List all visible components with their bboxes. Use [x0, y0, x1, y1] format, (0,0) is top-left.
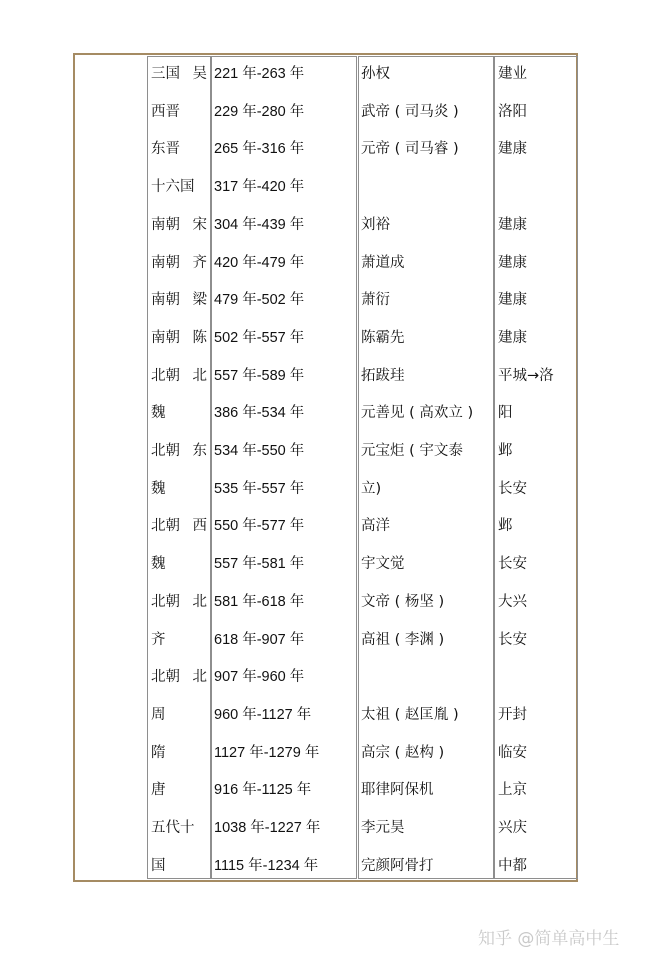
years-cell: 420 年-479 年	[214, 254, 305, 271]
years-cell: 502 年-557 年	[214, 329, 305, 346]
dynasty-cell	[151, 56, 209, 93]
table-row	[75, 282, 580, 319]
table-row	[75, 810, 580, 847]
dynasty-name: 周	[151, 706, 166, 723]
capital-cell: 兴庆	[498, 820, 527, 836]
dynasty-suffix: 梁	[192, 292, 207, 309]
dynasty-name: 三国	[151, 66, 180, 82]
dynasty-name: 十六国	[151, 179, 195, 196]
dynasty-name: 魏	[151, 405, 166, 422]
years-cell: 550 年-577 年	[214, 518, 305, 535]
dynasty-cell	[151, 245, 209, 282]
table-row	[75, 358, 580, 395]
dynasty-name: 东晋	[151, 141, 180, 158]
watermark: 知乎 @简单高中生	[478, 929, 620, 949]
dynasty-suffix: 北	[192, 669, 207, 686]
capital-cell: 长安	[498, 631, 527, 648]
capital-cell: 建业	[498, 66, 527, 82]
table-frame	[73, 53, 578, 882]
capital-cell: 阳	[498, 405, 513, 422]
dynasty-suffix: 宋	[192, 216, 207, 233]
years-cell: 907 年-960 年	[214, 669, 305, 686]
ruler-cell: 萧道成	[361, 254, 405, 271]
dynasty-name: 北朝	[151, 669, 180, 686]
dynasty-cell	[151, 131, 209, 168]
years-cell: 386 年-534 年	[214, 405, 305, 422]
capital-cell: 邺	[498, 518, 513, 535]
dynasty-name: 南朝	[151, 292, 180, 309]
table-row	[75, 735, 580, 772]
table-row	[75, 546, 580, 583]
dynasty-suffix: 齐	[192, 254, 207, 271]
years-cell: 557 年-589 年	[214, 367, 305, 384]
dynasty-cell	[151, 772, 209, 809]
ruler-cell: 高宗 ( 赵构 )	[361, 744, 445, 761]
dynasty-suffix: 北	[192, 367, 207, 384]
dynasty-suffix: 陈	[192, 329, 207, 346]
years-cell: 581 年-618 年	[214, 593, 305, 610]
capital-cell: 平城→洛	[498, 367, 554, 384]
dynasty-cell	[151, 735, 209, 772]
years-cell: 618 年-907 年	[214, 631, 305, 648]
ruler-cell: 高洋	[361, 518, 390, 535]
dynasty-suffix: 北	[192, 593, 207, 610]
capital-cell: 建康	[498, 141, 527, 158]
years-cell: 479 年-502 年	[214, 292, 305, 309]
capital-cell: 建康	[498, 254, 527, 271]
capital-cell: 开封	[498, 706, 527, 723]
capital-cell: 建康	[498, 292, 527, 309]
years-cell: 1038 年-1227 年	[214, 820, 321, 836]
years-cell: 960 年-1127 年	[214, 706, 312, 723]
ruler-cell: 完颜阿骨打	[361, 857, 434, 874]
capital-cell: 建康	[498, 216, 527, 233]
dynasty-suffix: 西	[192, 518, 207, 535]
years-cell: 534 年-550 年	[214, 443, 305, 459]
dynasty-name: 南朝	[151, 329, 180, 346]
years-cell: 535 年-557 年	[214, 480, 305, 497]
table-row	[75, 395, 580, 432]
capital-cell: 洛阳	[498, 103, 527, 120]
capital-cell: 长安	[498, 556, 527, 573]
years-cell: 229 年-280 年	[214, 103, 305, 120]
dynasty-name: 南朝	[151, 254, 180, 271]
years-cell: 1127 年-1279 年	[214, 744, 320, 761]
ruler-cell: 立)	[361, 480, 382, 497]
dynasty-cell	[151, 395, 209, 432]
ruler-cell: 太祖 ( 赵匡胤 )	[361, 706, 459, 723]
capital-cell: 建康	[498, 329, 527, 346]
ruler-cell: 武帝 ( 司马炎 )	[361, 103, 459, 120]
dynasty-cell	[151, 282, 209, 319]
table-row	[75, 245, 580, 282]
capital-cell: 中都	[498, 857, 527, 874]
years-cell: 304 年-439 年	[214, 216, 305, 233]
dynasty-cell	[151, 659, 209, 696]
ruler-cell: 拓跋珪	[361, 367, 405, 384]
ruler-cell: 孙权	[361, 66, 390, 82]
capital-cell: 临安	[498, 744, 527, 761]
dynasty-name: 唐	[151, 782, 166, 799]
dynasty-name: 五代十	[151, 820, 195, 836]
table-row	[75, 584, 580, 621]
years-cell: 221 年-263 年	[214, 66, 305, 82]
dynasty-cell	[151, 471, 209, 508]
table-row	[75, 848, 580, 885]
years-cell: 557 年-581 年	[214, 556, 305, 573]
years-cell: 1115 年-1234 年	[214, 857, 319, 874]
dynasty-name: 西晋	[151, 103, 180, 120]
dynasty-name: 齐	[151, 631, 166, 648]
ruler-cell: 元帝 ( 司马睿 )	[361, 141, 459, 158]
dynasty-cell	[151, 358, 209, 395]
table-row	[75, 207, 580, 244]
capital-cell: 大兴	[498, 593, 527, 610]
dynasty-name: 南朝	[151, 216, 180, 233]
ruler-cell: 高祖 ( 李渊 )	[361, 631, 445, 648]
table-row	[75, 659, 580, 696]
ruler-cell: 萧衍	[361, 292, 390, 309]
table-row	[75, 320, 580, 357]
dynasty-name: 国	[151, 857, 166, 874]
capital-cell: 上京	[498, 782, 527, 799]
dynasty-name: 北朝	[151, 367, 180, 384]
table-row	[75, 94, 580, 131]
capital-cell: 邺	[498, 443, 513, 459]
dynasty-cell	[151, 810, 209, 847]
dynasty-cell	[151, 584, 209, 621]
years-cell: 265 年-316 年	[214, 141, 305, 158]
ruler-cell: 刘裕	[361, 216, 390, 233]
table-row	[75, 622, 580, 659]
years-cell: 317 年-420 年	[214, 179, 305, 196]
ruler-cell: 耶律阿保机	[361, 782, 434, 799]
table-row	[75, 169, 580, 206]
dynasty-cell	[151, 546, 209, 583]
ruler-cell: 陈霸先	[361, 329, 405, 346]
ruler-cell: 元宝炬 ( 宇文泰	[361, 443, 463, 459]
ruler-cell: 李元昊	[361, 820, 405, 836]
dynasty-cell	[151, 94, 209, 131]
dynasty-name: 北朝	[151, 518, 180, 535]
dynasty-name: 北朝	[151, 593, 180, 610]
ruler-cell: 元善见 ( 高欢立 )	[361, 405, 474, 422]
table-row	[75, 508, 580, 545]
dynasty-cell	[151, 848, 209, 885]
ruler-cell: 宇文觉	[361, 556, 405, 573]
table-row	[75, 56, 580, 93]
dynasty-cell	[151, 433, 209, 470]
dynasty-cell	[151, 207, 209, 244]
table-row	[75, 697, 580, 734]
years-cell: 916 年-1125 年	[214, 782, 312, 799]
dynasty-cell	[151, 697, 209, 734]
dynasty-suffix: 东	[192, 443, 207, 459]
dynasty-name: 北朝	[151, 443, 180, 459]
dynasty-cell	[151, 508, 209, 545]
dynasty-cell	[151, 622, 209, 659]
ruler-cell: 文帝 ( 杨坚 )	[361, 593, 445, 610]
dynasty-name: 魏	[151, 480, 166, 497]
dynasty-cell	[151, 320, 209, 357]
dynasty-name: 魏	[151, 556, 166, 573]
dynasty-suffix: 吴	[192, 66, 207, 82]
capital-cell: 长安	[498, 480, 527, 497]
dynasty-name: 隋	[151, 744, 166, 761]
dynasty-cell	[151, 169, 209, 206]
table-row	[75, 131, 580, 168]
table-row	[75, 772, 580, 809]
table-row	[75, 433, 580, 470]
table-row	[75, 471, 580, 508]
